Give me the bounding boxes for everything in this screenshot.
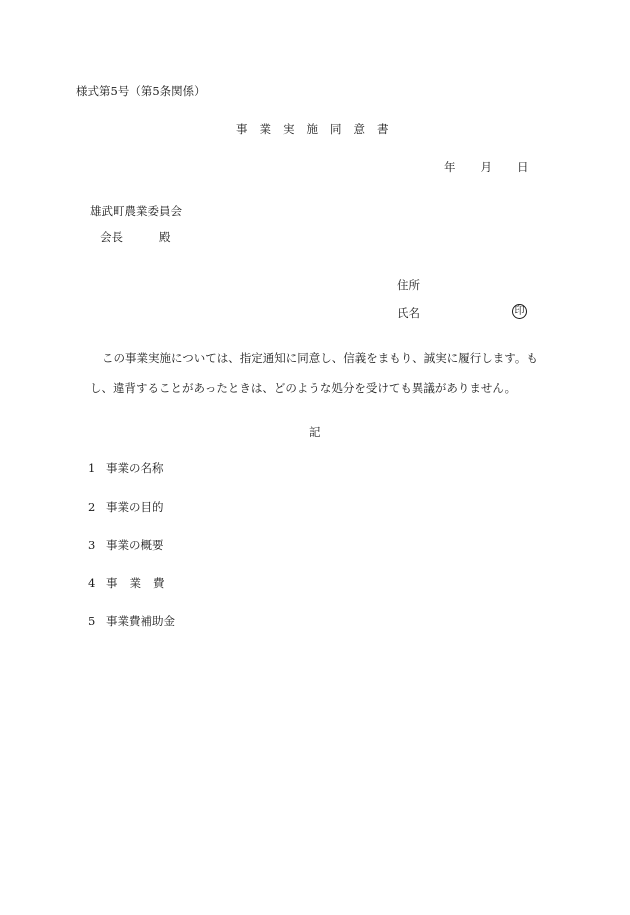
item-number: 5 — [88, 614, 96, 628]
list-item — [88, 463, 164, 475]
consent-text-line-2: し、違背することがあったときは、どのような処分を受けても異議がありません。 — [90, 381, 517, 395]
item-label: 事業の目的 — [106, 500, 164, 514]
notes-heading: 記 — [309, 425, 321, 439]
list-item — [88, 502, 164, 514]
seal-mark — [512, 304, 527, 319]
item-label: 事業の名称 — [106, 461, 164, 475]
item-label: 事業費補助金 — [106, 614, 175, 628]
list-item — [88, 578, 177, 590]
item-number: 3 — [88, 538, 96, 552]
name-label: 氏名 — [397, 306, 420, 320]
seal-mark-text: 印 — [514, 305, 525, 317]
addressee-honorific: 殿 — [159, 230, 171, 244]
list-item — [88, 616, 175, 628]
item-label: 事業の概要 — [106, 538, 164, 552]
item-number: 1 — [88, 461, 96, 475]
date-month-label: 月 — [480, 160, 492, 174]
form-number: 様式第5号（第5条関係） — [76, 84, 206, 98]
document-title: 事業実施同意書 — [236, 122, 401, 136]
date-day-label: 日 — [517, 160, 529, 174]
date-line — [444, 162, 529, 174]
addressee-organization: 雄武町農業委員会 — [90, 204, 182, 218]
item-label: 事業費 — [106, 576, 177, 590]
list-item — [88, 540, 164, 552]
item-number: 4 — [88, 576, 96, 590]
addressee-chair — [100, 232, 171, 244]
address-label: 住所 — [397, 278, 420, 292]
addressee-position: 会長 — [100, 230, 123, 244]
date-year-label: 年 — [444, 160, 456, 174]
consent-text-line-1: この事業実施については、指定通知に同意し、信義をまもり、誠実に履行します。も — [102, 351, 538, 365]
item-number: 2 — [88, 500, 96, 514]
